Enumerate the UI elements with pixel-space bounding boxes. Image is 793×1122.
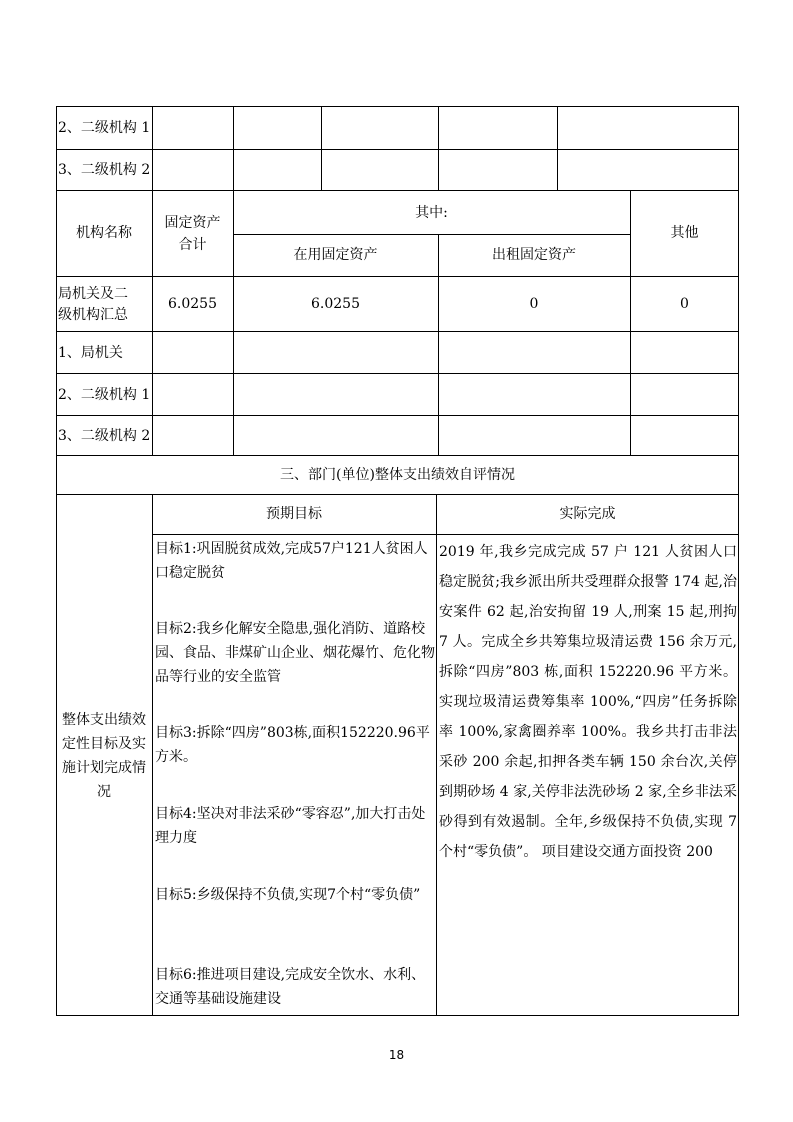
perf-left-label: 整体支出绩效 定性目标及实 施计划完成情 况 xyxy=(62,712,146,800)
col-divider xyxy=(438,234,439,455)
col-divider xyxy=(321,106,322,190)
col-divider xyxy=(233,190,234,455)
asset-total-value: 6.0255 xyxy=(168,296,217,312)
other-header: 其他 xyxy=(670,225,699,241)
col-divider xyxy=(152,494,153,1016)
rented-header: 出租固定资产 xyxy=(492,247,576,263)
row-divider xyxy=(152,534,739,535)
actual-completion-header: 实际完成 xyxy=(559,506,616,522)
expected-goals-header: 预期目标 xyxy=(266,506,322,522)
actual-completion-text: 2019 年,我乡完成完成 57 户 121 人贫困人口稳定脱贫;我乡派出所共受理群众报警 174 起,治安案件 62 起,治安拘留 19 人,刑案 15 起,刑拘 7 人。完成全乡共筹集垃圾清运费 156 余万元,拆除“四房”803 栋,面积 152220.96 平方米。实现垃圾清运费筹集率 100%,“四房”任务拆除率 100%,家禽圈养率 100%。我乡共打击非法采砂 200 余起,扣押各类车辆 150 余台次,关停到期砂场 4 家,关停非法洗砂场 2 家,全乡非法采砂得到有效遏制。全年,乡级保持不负债,实现 7 个村“零负债”。 项目建设交通方面投资 200 xyxy=(439,544,737,860)
upper-row-label: 3、二级机构 2 xyxy=(58,162,151,178)
row-divider xyxy=(56,276,739,277)
goal-item: 目标2:我乡化解安全隐患,强化消防、道路校园、食品、非煤矿山企业、烟花爆竹、危化物品等行业的安全监管 xyxy=(155,621,435,685)
goal-item: 目标3:拆除“四房”803栋,面积152220.96平方米。 xyxy=(155,725,430,765)
col-divider xyxy=(233,106,234,190)
row-divider xyxy=(56,494,739,495)
asset-row-label: 2、二级机构 1 xyxy=(58,387,151,403)
in-use-header: 在用固定资产 xyxy=(293,247,378,263)
row-divider xyxy=(56,415,739,416)
asset-row-label: 1、局机关 xyxy=(58,345,123,361)
goal-item: 目标5:乡级保持不负债,实现7个村“零负债” xyxy=(155,887,421,903)
col-divider xyxy=(438,106,439,190)
org-name-header: 机构名称 xyxy=(76,225,132,241)
col-divider xyxy=(152,106,153,190)
goal-item: 目标1:巩固脱贫成效,完成57户121人贫困人口稳定脱贫 xyxy=(155,541,428,581)
asset-row-label: 局机关及二 级机构汇总 xyxy=(58,286,128,323)
asset-in-use-value: 6.0255 xyxy=(311,296,360,312)
upper-row-label: 2、二级机构 1 xyxy=(58,120,151,136)
row-divider xyxy=(56,373,739,374)
among-header: 其中: xyxy=(415,205,448,221)
asset-row-label: 3、二级机构 2 xyxy=(58,428,151,444)
row-divider xyxy=(233,234,630,235)
row-divider xyxy=(56,149,739,150)
row-divider xyxy=(56,455,739,456)
row-divider xyxy=(56,331,739,332)
fixed-total-header: 固定资产 合计 xyxy=(164,215,221,253)
page-number: 18 xyxy=(388,1048,405,1062)
row-divider xyxy=(56,190,739,191)
asset-other-value: 0 xyxy=(680,296,689,312)
section-title: 三、部门(单位)整体支出绩效自评情况 xyxy=(280,467,515,483)
asset-rented-value: 0 xyxy=(529,296,539,312)
goal-item: 目标4:坚决对非法采砂“零容忍”,加大打击处理力度 xyxy=(155,806,426,846)
goal-item: 目标6:推进项目建设,完成安全饮水、水利、交通等基础设施建设 xyxy=(155,967,426,1007)
col-divider xyxy=(557,106,558,190)
